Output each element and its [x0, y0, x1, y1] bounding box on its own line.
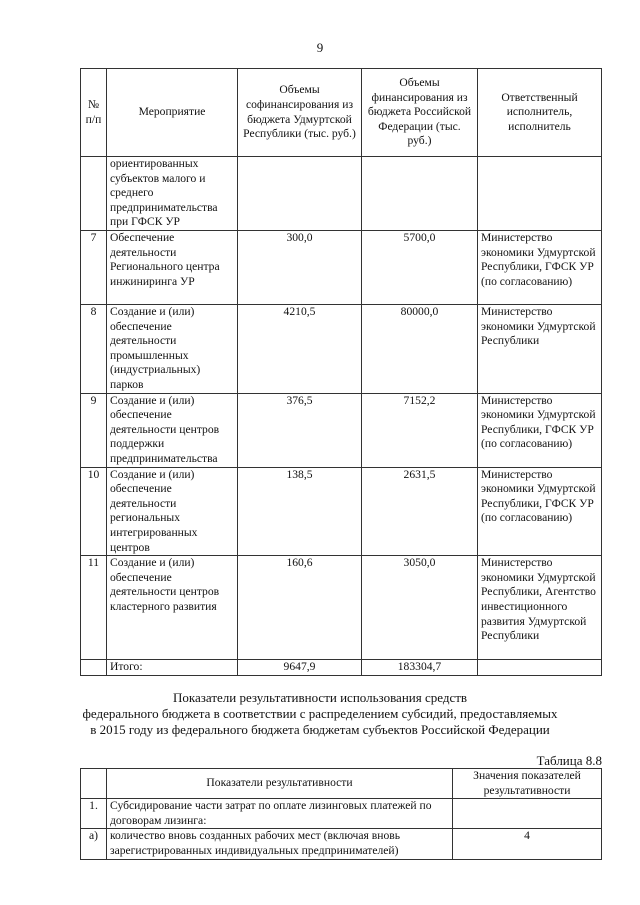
table-row — [81, 393, 602, 467]
header-federal: Объемы финансирования из бюджета Российской Федерации (тыс. руб.) — [362, 69, 478, 157]
row-regional: 138,5 — [238, 467, 362, 556]
table-header-row — [81, 769, 602, 799]
row-federal: 2631,5 — [362, 467, 478, 556]
table-label: Таблица 8.8 — [536, 753, 602, 768]
table-header-row — [81, 69, 602, 157]
total-num — [81, 660, 107, 676]
row-regional: 160,6 — [238, 556, 362, 660]
row-indicator: количество вновь созданных рабочих мест (включая вновь зарегистрированных индивидуальных предпринимателей) — [107, 829, 453, 859]
row-federal: 3050,0 — [362, 556, 478, 660]
row-regional: 4210,5 — [238, 305, 362, 394]
table-row — [81, 305, 602, 394]
row-responsible: Министерство экономики Удмуртской Республики, ГФСК УР (по согласованию) — [478, 231, 602, 305]
table-row — [81, 799, 602, 829]
header-num — [81, 769, 107, 799]
row-event: Создание и (или) обеспечение деятельности центров поддержки предпринимательства — [107, 393, 238, 467]
row-event: Обеспечение деятельности Регионального центра инжиниринга УР — [107, 231, 238, 305]
row-responsible: Министерство экономики Удмуртской Республики — [478, 305, 602, 394]
row-federal: 5700,0 — [362, 231, 478, 305]
table-row — [81, 467, 602, 556]
total-regional: 9647,9 — [238, 660, 362, 676]
section-heading — [0, 690, 640, 738]
header-num: № п/п — [81, 69, 107, 157]
row-num: 9 — [81, 393, 107, 467]
row-event: ориентированных субъектов малого и среднего предпринимательства при ГФСК УР — [107, 157, 238, 231]
header-event: Мероприятие — [107, 69, 238, 157]
header-regional: Объемы софинансирования из бюджета Удмуртской Республики (тыс. руб.) — [238, 69, 362, 157]
row-num: 8 — [81, 305, 107, 394]
row-event: Создание и (или) обеспечение деятельности региональных интегрированных центров — [107, 467, 238, 556]
heading-line-3: в 2015 году из федерального бюджета бюджетам субъектов Российской Федерации — [90, 722, 550, 737]
row-num: 10 — [81, 467, 107, 556]
table-row — [81, 157, 602, 231]
row-indicator: Субсидирование части затрат по оплате лизинговых платежей по договорам лизинга: — [107, 799, 453, 829]
row-regional: 300,0 — [238, 231, 362, 305]
heading-line-1: Показатели результативности использования средств — [172, 690, 468, 705]
row-responsible: Министерство экономики Удмуртской Республики, Агентство инвестиционного развития Удмуртской Республики — [478, 556, 602, 660]
row-num — [81, 157, 107, 231]
row-num: а) — [81, 829, 107, 859]
table-row — [81, 556, 602, 660]
row-responsible: Министерство экономики Удмуртской Республики, ГФСК УР (по согласованию) — [478, 393, 602, 467]
indicators-table — [80, 768, 602, 860]
row-responsible: Министерство экономики Удмуртской Республики, ГФСК УР (по согласованию) — [478, 467, 602, 556]
row-regional: 376,5 — [238, 393, 362, 467]
table-row — [81, 231, 602, 305]
total-label: Итого: — [107, 660, 238, 676]
row-federal: 80000,0 — [362, 305, 478, 394]
header-indicator: Показатели результативности — [107, 769, 453, 799]
row-num: 1. — [81, 799, 107, 829]
table-row — [81, 829, 602, 859]
total-row — [81, 660, 602, 676]
header-responsible: Ответственный исполнитель, исполнитель — [478, 69, 602, 157]
total-federal: 183304,7 — [362, 660, 478, 676]
row-federal — [362, 157, 478, 231]
row-event: Создание и (или) обеспечение деятельности промышленных (индустриальных) парков — [107, 305, 238, 394]
row-event: Создание и (или) обеспечение деятельности центров кластерного развития — [107, 556, 238, 660]
row-value: 4 — [453, 829, 602, 859]
row-regional — [238, 157, 362, 231]
heading-line-2: федерального бюджета в соответствии с распределением субсидий, предоставляемых — [82, 706, 558, 721]
page-number: 9 — [316, 40, 324, 55]
row-num: 11 — [81, 556, 107, 660]
total-responsible — [478, 660, 602, 676]
row-federal: 7152,2 — [362, 393, 478, 467]
row-value — [453, 799, 602, 829]
financing-table — [80, 68, 602, 676]
header-value: Значения показателей результативности — [453, 769, 602, 799]
row-num: 7 — [81, 231, 107, 305]
row-responsible — [478, 157, 602, 231]
